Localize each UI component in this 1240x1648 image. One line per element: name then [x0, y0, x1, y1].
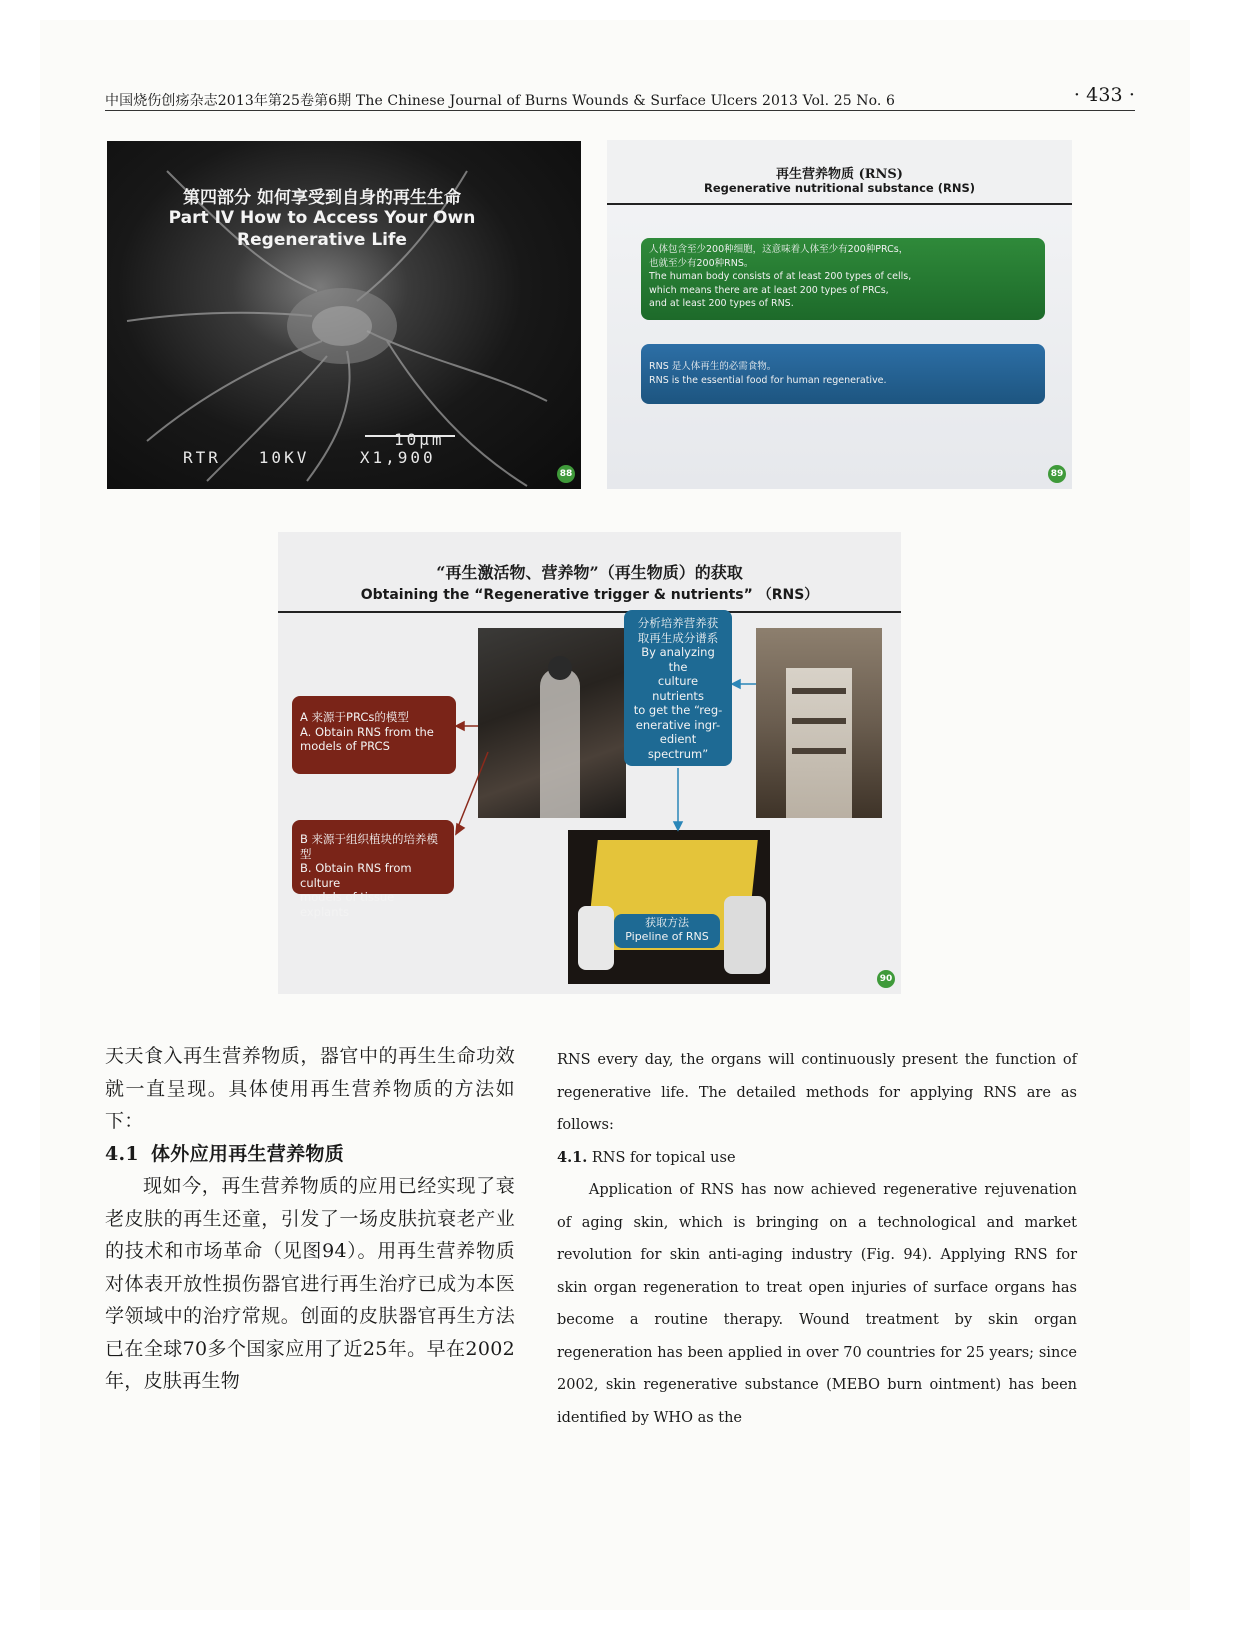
zh-section-title: 体外应用再生营养物质: [151, 1142, 345, 1165]
blue-info-box: [641, 344, 1045, 404]
green-line: which means there are at least 200 types of PRCs,: [649, 284, 889, 296]
green-line: 人体包含至少200种细胞，这意味着人体至少有200种PRCs，: [649, 244, 909, 255]
slide-number-badge: 88: [557, 465, 575, 483]
box-c-line: enerative ingr-: [635, 717, 721, 732]
slide-number-badge: 90: [877, 970, 895, 988]
blue-line: RNS 是人体再生的必需食物。: [649, 361, 777, 372]
box-b-line: B 来源于组织植块的培养模型: [300, 832, 439, 861]
box-b-tissue-explants: [292, 820, 454, 919]
box-c-spectrum: [624, 610, 732, 766]
header-rule: [105, 110, 1135, 111]
zh-section-number: 4.1: [105, 1142, 139, 1165]
box-c-line: 取再生成分谱系: [637, 630, 719, 645]
body-column-english: [557, 1044, 1077, 1434]
green-line: and at least 200 types of RNS.: [649, 298, 794, 309]
box-c-line: By analyzing the: [641, 645, 715, 674]
box-c-line: culture nutrients: [652, 674, 704, 703]
slide-88-title-zh: 第四部分 如何享受到自身的再生生命: [183, 188, 461, 208]
box-b-line: B. Obtain RNS from culture: [300, 861, 412, 890]
running-header: [105, 84, 1135, 114]
box-d-line: Pipeline of RNS: [625, 930, 709, 943]
box-d-pipeline: [614, 914, 720, 948]
en-section-number: 4.1.: [557, 1148, 588, 1166]
box-a-line: A. Obtain RNS from the: [300, 724, 434, 739]
zh-paragraph-1: 天天食入再生营养物质，器官中的再生生命功效就一直呈现。具体使用再生营养物质的方法如下：: [105, 1045, 515, 1132]
box-c-line: 分析培养营养获: [637, 616, 719, 630]
green-line: The human body consists of at least 200 types of cells,: [649, 271, 912, 282]
journal-line: 中国烧伤创疡杂志2013年第25卷第6期 The Chinese Journal of Burns Wounds & Surface Ulcers 2013 Vol. 25 No. 6: [105, 93, 896, 109]
box-d-line: 获取方法: [645, 916, 689, 929]
slide-90-title-en: Obtaining the “Regenerative trigger & nutrients” （RNS）: [360, 587, 819, 603]
slide-88-sem-image: [107, 141, 581, 489]
slide-90: [278, 532, 901, 994]
box-a-line: models of PRCS: [300, 739, 390, 753]
en-paragraph-2: Application of RNS has now achieved regenerative rejuvenation of aging skin, which is bringing on a technological and market revolution for skin anti-aging industry (Fig. 94). Applying RNS for skin organ regeneration to treat open injuries of surface organs has become a routine therapy. Wound treatment by skin organ regeneration has been applied in over 70 countries for 25 years; since 2002, skin regenerative substance (MEBO burn ointment) has been identified by WHO as the: [557, 1182, 1077, 1426]
en-section-title: RNS for topical use: [591, 1149, 736, 1166]
box-c-line: to get the “reg-: [633, 703, 723, 717]
slide-88-title-en-2: Regenerative Life: [237, 230, 407, 250]
zh-paragraph-2: 现如今，再生营养物质的应用已经实现了衰老皮肤的再生还童，引发了一场皮肤抗衰老产业的技术和市场革命（见图94）。用再生营养物质对体表开放性损伤器官进行再生治疗已成为本医学领域中的治疗常规。创面的皮肤器官再生方法已在全球70多个国家应用了近25年。早在2002年，皮肤再生物: [105, 1175, 515, 1392]
page-number: · 433 ·: [1073, 84, 1135, 106]
sem-info-label: RTR 10KV X1,900: [183, 448, 436, 467]
box-a-prcs-model: [292, 696, 456, 774]
slide-90-title-zh: “再生激活物、营养物”（再生物质）的获取: [436, 563, 743, 582]
body-column-chinese: [105, 1040, 515, 1398]
zh-section-heading: [105, 1138, 515, 1171]
slide-89: [607, 140, 1072, 489]
slide-89-title-zh: 再生营养物质 (RNS): [776, 167, 903, 182]
box-c-line: edient spectrum”: [647, 732, 709, 761]
slide-89-rule: [607, 203, 1072, 205]
green-line: 也就至少有200种RNS。: [649, 257, 754, 269]
slide-88-title-en-1: Part IV How to Access Your Own: [168, 208, 476, 228]
slide-89-title-en: Regenerative nutritional substance (RNS): [703, 181, 975, 195]
box-a-line: A 来源于PRCs的模型: [300, 710, 409, 724]
slide-number-badge: 89: [1048, 465, 1066, 483]
blue-line: RNS is the essential food for human regenerative.: [649, 374, 887, 386]
sem-scale-label: 10μm: [394, 430, 445, 449]
en-paragraph-1: RNS every day, the organs will continuously present the function of regenerative life. The detailed methods for applying RNS are as follows:: [557, 1052, 1077, 1133]
green-info-box: [641, 238, 1045, 320]
box-b-line: models of tissue explants: [300, 890, 395, 919]
en-section-heading: [557, 1142, 1077, 1175]
